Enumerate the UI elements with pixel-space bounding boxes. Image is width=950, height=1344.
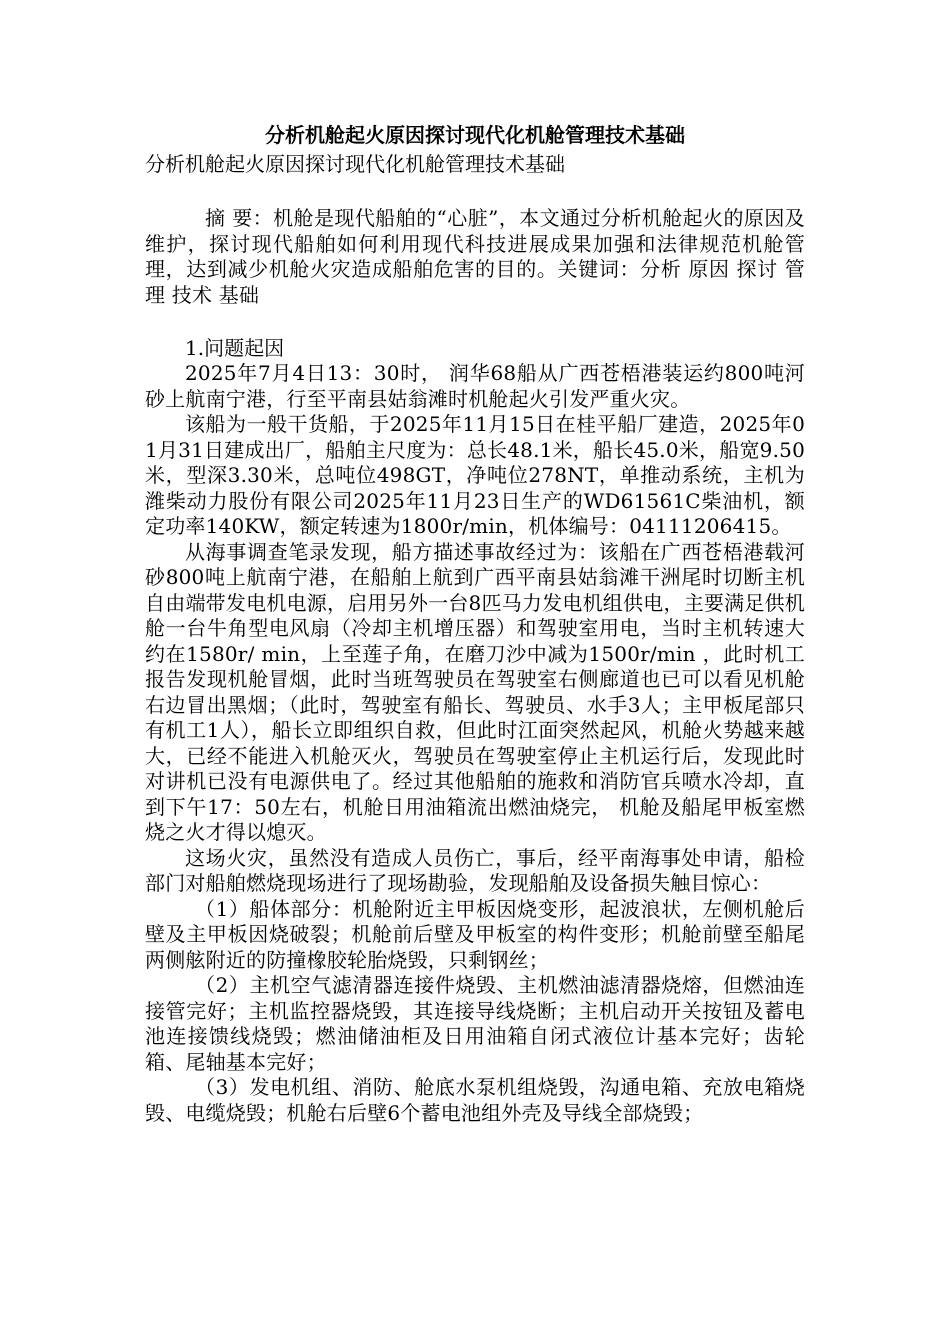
abstract-paragraph: 摘 要：机舱是现代船舶的“心脏”，本文通过分析机舱起火的原因及维护，探讨现代船舶如何利用现代科技进展成果加强和法律规范机舱管理，达到减少机舱火灾造成船舶危害的目的。关键词：分析 原因 探讨 管理 技术 基础: [145, 206, 805, 307]
document-subtitle: 分析机舱起火原因探讨现代化机舱管理技术基础: [145, 152, 565, 176]
list-item: （1）船体部分：机舱附近主甲板因烧变形，起波浪状，左侧机舱后壁及主甲板因烧破裂；机舱前后壁及甲板室的构件变形；机舱前壁至船尾两侧舷附近的防撞橡胶轮胎烧毁，只剩钢丝；: [145, 896, 805, 972]
spacer: [145, 179, 805, 206]
body-paragraph: 这场火灾，虽然没有造成人员伤亡，事后，经平南海事处申请，船检部门对船舶燃烧现场进行了现场勘验，发现船舶及设备损失触目惊心：: [145, 845, 805, 895]
spacer: [145, 308, 805, 335]
document-title: 分析机舱起火原因探讨现代化机舱管理技术基础: [265, 123, 685, 147]
list-item: （3）发电机组、消防、舱底水泵机组烧毁，沟通电箱、充放电箱烧毁、电缆烧毁；机舱右后壁6个蓄电池组外壳及导线全部烧毁；: [145, 1075, 805, 1125]
list-item: （2）主机空气滤清器连接件烧毁、主机燃油滤清器烧熔，但燃油连接管完好；主机监控器烧毁，其连接导线烧断；主机启动开关按钮及蓄电池连接馈线烧毁；燃油储油柜及日用油箱自闭式液位计基本完好；齿轮箱、尾轴基本完好；: [145, 973, 805, 1074]
document-page: [145, 120, 805, 1126]
body-paragraph: 从海事调查笔录发现，船方描述事故经过为：该船在广西苍梧港载河砂800吨上航南宁港，在船舶上航到广西平南县姑翁滩干洲尾时切断主机自由端带发电机电源，启用另外一台8匹马力发电机组供电，主要满足供机舱一台牛角型电风扇（冷却主机增压器）和驾驶室用电，当时主机转速大约在1580r/ min，上至莲子角，在磨刀沙中减为1500r/min ，此时机工报告发现机舱冒烟，此时当班驾驶员在驾驶室右侧廊道也已可以看见机舱右边冒出黑烟；（此时，驾驶室有船长、驾驶员、水手3人；主甲板尾部只有机工1人），船长立即组织自救，但此时江面突然起风，机舱火势越来越大，已经不能进入机舱灭火，驾驶员在驾驶室停止主机运行后，发现此时对讲机已没有电源供电了。经过其他船舶的施救和消防官兵喷水冷却，直到下午17：50左右，机舱日用油箱流出燃油烧完， 机舱及船尾甲板室燃烧之火才得以熄灭。: [145, 539, 805, 844]
section-heading: 1.问题起因: [185, 336, 285, 360]
body-paragraph: 2025年7月4日13：30时， 润华68船从广西苍梧港装运约800吨河砂上航南宁港，行至平南县姑翁滩时机舱起火引发严重火灾。: [145, 361, 805, 411]
body-paragraph: 该船为一般干货船，于2025年11月15日在桂平船厂建造，2025年01月31日建成出厂，船舶主尺度为：总长48.1米，船长45.0米，船宽9.50米，型深3.30米，总吨位498GT，净吨位278NT，单推动系统，主机为潍柴动力股份有限公司2025年11月23日生产的WD61561C柴油机，额定功率140KW，额定转速为1800r/min，机体编号：04111206415。: [145, 412, 805, 538]
